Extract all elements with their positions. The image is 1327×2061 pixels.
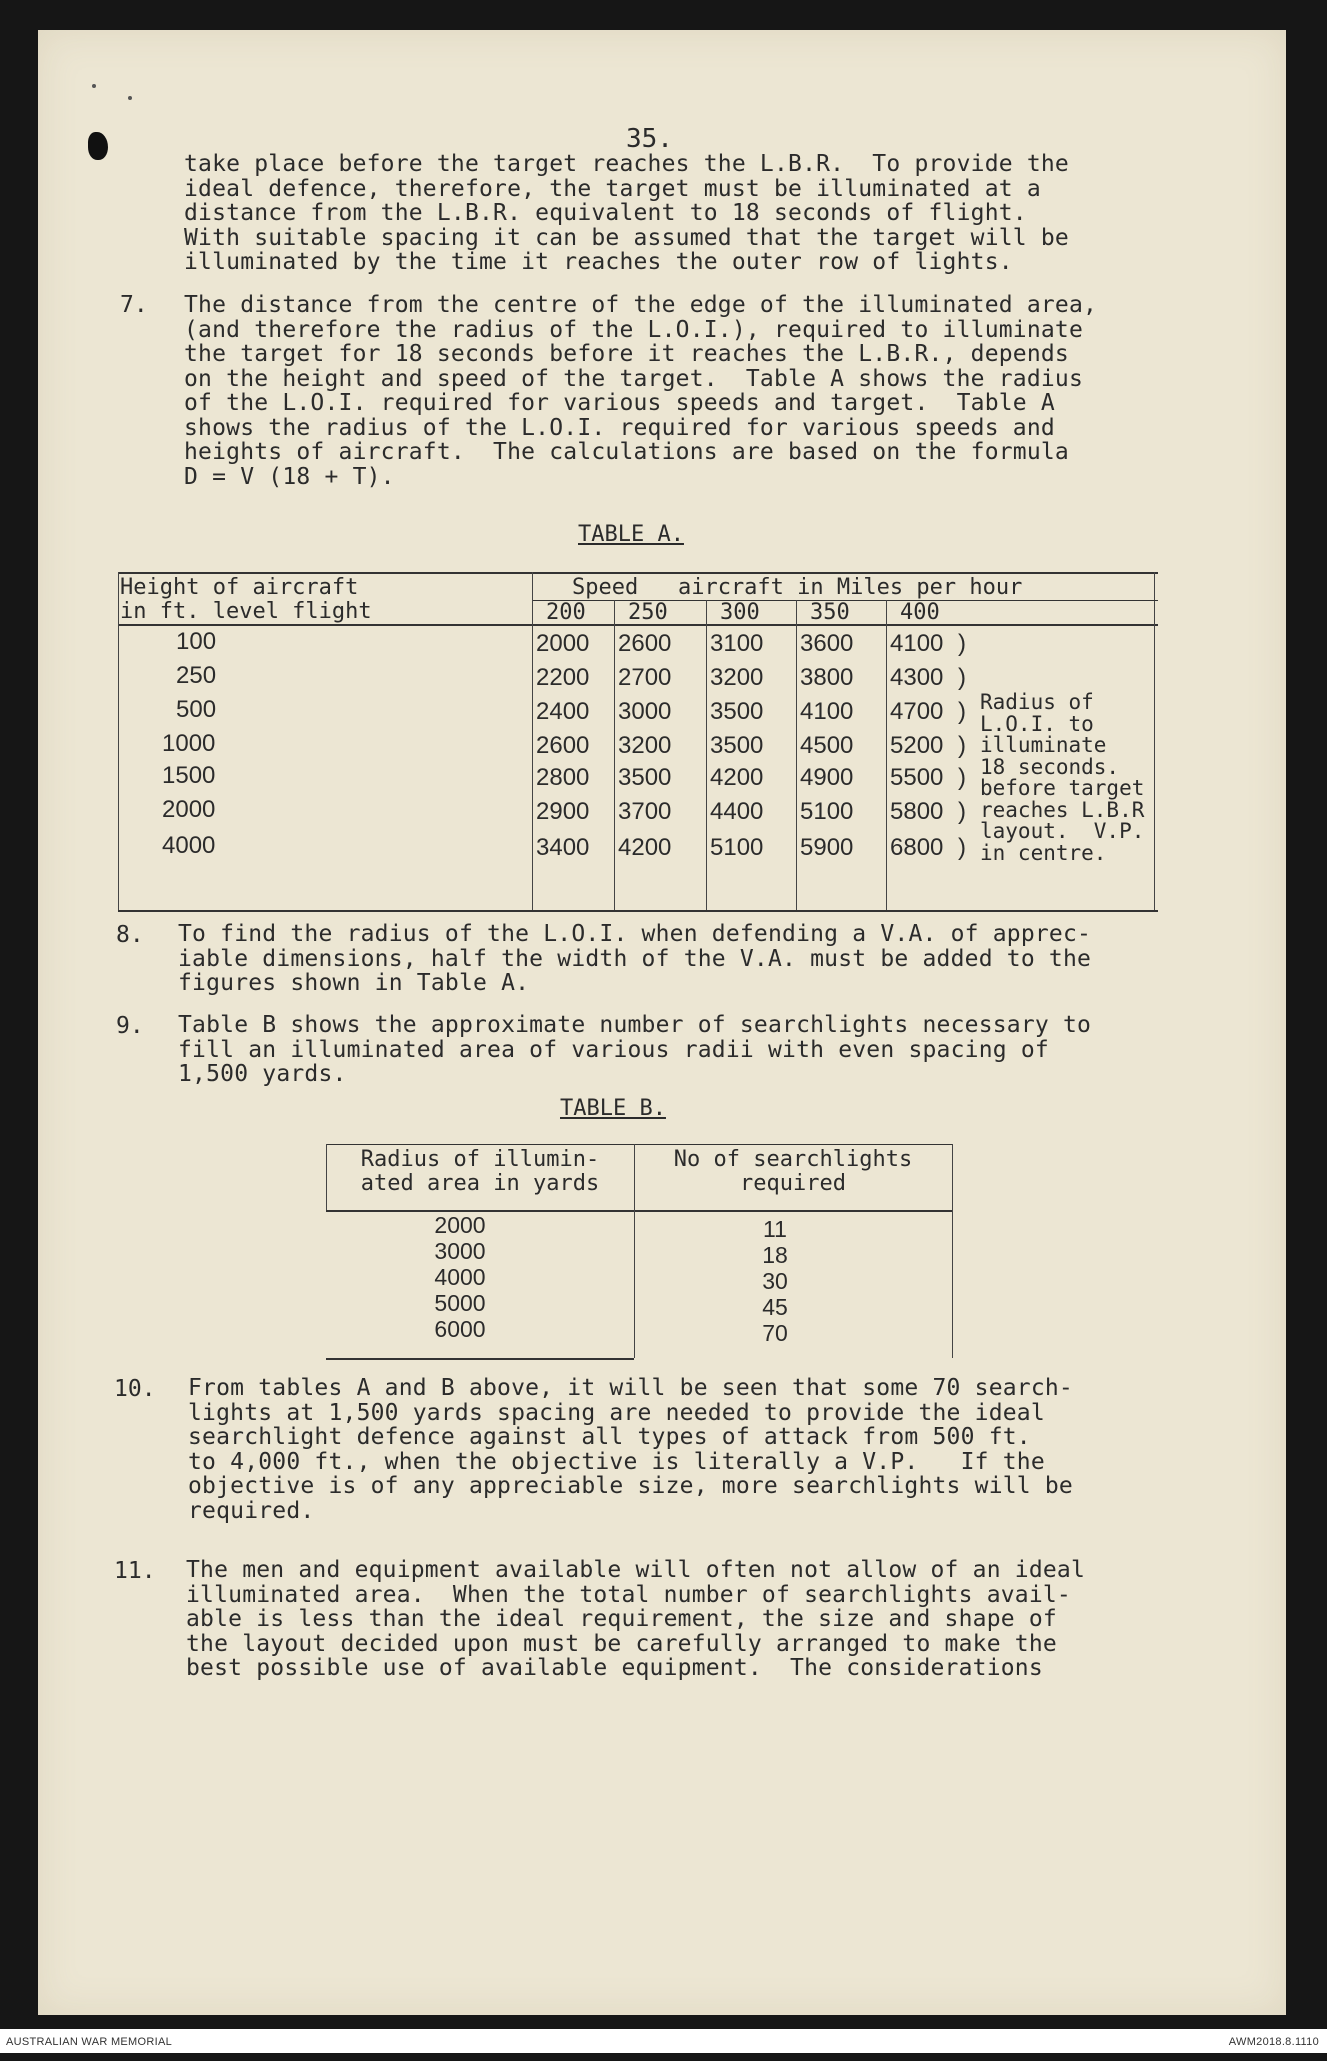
table-b-count-cell: 30 xyxy=(762,1268,788,1294)
table-a-value-cell: 2600 xyxy=(536,732,590,759)
para11-line: the layout decided upon must be carefully arranged to make the xyxy=(186,1630,1057,1657)
table-b-right-rule xyxy=(952,1144,953,1358)
table-a-value-cell: 5200 xyxy=(890,732,944,759)
table-a-value-cell: 5500 xyxy=(890,764,944,791)
table-a-bracket: ) xyxy=(958,834,966,861)
para9-line: Table B shows the approximate number of searchlights necessary to xyxy=(178,1012,1092,1038)
table-a-value-cell: 2000 xyxy=(536,630,590,657)
table-a-value-cell: 5100 xyxy=(800,798,854,825)
table-b-radius-cell: 5000 xyxy=(434,1290,486,1316)
table-a-height-cell: 250 xyxy=(176,662,217,689)
intro-line: With suitable spacing it can be assumed that the target will be xyxy=(184,224,1069,251)
table-a-bracket: ) xyxy=(958,664,966,691)
table-b-col1-header: ated area in yards xyxy=(360,1171,600,1196)
intro-line: take place before the target reaches the L.B.R. To provide the xyxy=(184,151,1069,177)
para10-line: searchlight defence against all types of attack from 500 ft. xyxy=(188,1424,1031,1450)
table-a-value-cell: 4200 xyxy=(710,764,764,791)
table-a-speed-header: Speed aircraft in Miles per hour xyxy=(572,575,1023,600)
table-a-value-cell: 2200 xyxy=(536,664,590,691)
table-a-note-line: before target xyxy=(980,776,1145,800)
table-a-value-cell: 5100 xyxy=(710,834,764,861)
table-a-value-cell: 2400 xyxy=(536,698,590,725)
table-a-value-cell: 3500 xyxy=(618,764,672,791)
table-a-column-rule xyxy=(796,600,797,910)
table-a-value-cell: 4100 xyxy=(890,630,944,657)
table-b-count-cell: 45 xyxy=(762,1294,788,1320)
footer-bar xyxy=(0,2029,1327,2053)
table-a-bracket: ) xyxy=(958,798,966,825)
table-a-height-header: Height of aircraft xyxy=(120,575,359,600)
paper-speck xyxy=(92,84,96,88)
table-a-value-cell: 4900 xyxy=(800,764,854,791)
table-a-value-cell: 3500 xyxy=(710,732,764,759)
para9-line: 1,500 yards. xyxy=(178,1061,347,1087)
table-a-note-line: in centre. xyxy=(980,840,1107,865)
table-b-bottom-rule xyxy=(326,1358,634,1360)
table-a-speed-label: 350 xyxy=(810,600,850,625)
table-a-height-cell: 1000 xyxy=(162,730,216,757)
table-b-count-cell: 11 xyxy=(763,1216,787,1242)
para10-line: required. xyxy=(188,1497,315,1524)
para9-line: fill an illuminated area of various radii with even spacing of xyxy=(178,1036,1049,1063)
table-a-caption: TABLE A. xyxy=(578,522,684,547)
para10-line: to 4,000 ft., when the objective is literally a V.P. If the xyxy=(188,1448,1045,1475)
table-a-value-cell: 3200 xyxy=(710,664,764,691)
para7-line: heights of aircraft. The calculations are based on the formula xyxy=(184,439,1069,465)
table-b-radius-cell: 3000 xyxy=(434,1238,486,1264)
table-b-count-cell: 18 xyxy=(762,1242,788,1268)
para7-line: (and therefore the radius of the L.O.I.), required to illuminate xyxy=(184,316,1084,343)
para11-line: illuminated area. When the total number of searchlights avail- xyxy=(186,1581,1071,1608)
para-number-9: 9. xyxy=(116,1013,144,1039)
table-a-note-line: 18 seconds. xyxy=(980,754,1120,779)
table-a-note-line: illuminate xyxy=(980,733,1107,757)
para7-line: D = V (18 + T). xyxy=(184,463,395,490)
table-b-radius-cell: 2000 xyxy=(434,1212,486,1238)
para8-line: iable dimensions, half the width of the V.A. must be added to the xyxy=(178,945,1092,972)
table-a-column-rule xyxy=(614,600,615,910)
table-a-bracket: ) xyxy=(958,764,966,791)
table-a-speed-label: 250 xyxy=(628,600,668,625)
table-b-radius-cell: 4000 xyxy=(434,1264,486,1290)
table-a-bottom-rule xyxy=(118,910,1158,912)
table-a-value-cell: 2900 xyxy=(536,798,590,825)
para-number-7: 7. xyxy=(120,292,148,318)
para11-line: The men and equipment available will often not allow of an ideal xyxy=(186,1557,1086,1583)
para-number-8: 8. xyxy=(116,922,144,948)
table-a-value-cell: 5900 xyxy=(800,834,854,861)
table-a-value-cell: 4100 xyxy=(800,698,854,725)
page-number: 35. xyxy=(626,124,673,154)
table-a-speed-label: 400 xyxy=(900,600,940,625)
para7-line: shows the radius of the L.O.I. required for various speeds and xyxy=(184,414,1055,441)
paper-speck xyxy=(128,96,132,100)
table-a-column-rule xyxy=(886,600,887,910)
table-b-top-rule xyxy=(326,1144,952,1145)
footer-right: AWM2018.8.1110 xyxy=(1228,2036,1319,2048)
para7-line: of the L.O.I. required for various speeds and target. Table A xyxy=(184,390,1055,416)
table-b-col1-header: Radius of illumin- xyxy=(360,1147,600,1172)
table-a-value-cell: 3100 xyxy=(710,630,764,657)
table-a-bracket: ) xyxy=(958,732,966,759)
table-a-right-rule xyxy=(1154,572,1155,910)
table-a-speed-label: 200 xyxy=(546,600,586,625)
table-a-bracket: ) xyxy=(958,630,966,657)
table-a-value-cell: 4400 xyxy=(710,798,764,825)
table-a-value-cell: 3800 xyxy=(800,664,854,691)
para8-line: figures shown in Table A. xyxy=(178,970,530,996)
para7-line: the target for 18 seconds before it reaches the L.B.R., depends xyxy=(184,341,1069,367)
para10-line: objective is of any appreciable size, more searchlights will be xyxy=(188,1473,1073,1499)
intro-line: distance from the L.B.R. equivalent to 18 seconds of flight. xyxy=(184,200,1027,226)
footer-left: AUSTRALIAN WAR MEMORIAL xyxy=(6,2036,173,2048)
table-b-col2-header: No of searchlights xyxy=(673,1147,913,1172)
table-a-value-cell: 3500 xyxy=(710,698,764,725)
table-a-value-cell: 3700 xyxy=(618,798,672,825)
table-a-note-line: reaches L.B.R xyxy=(980,797,1145,822)
para8-line: To find the radius of the L.O.I. when defending a V.A. of apprec- xyxy=(178,921,1092,947)
table-a-column-rule xyxy=(532,572,533,910)
table-a-value-cell: 4300 xyxy=(890,664,944,691)
table-a-note-line: Radius of xyxy=(980,690,1094,714)
table-a-top-rule xyxy=(118,572,1158,574)
table-a-height-cell: 2000 xyxy=(162,796,216,823)
table-a-height-cell: 500 xyxy=(176,696,217,723)
para-number-11: 11. xyxy=(114,1558,156,1584)
table-a-value-cell: 4700 xyxy=(890,698,944,725)
table-a-value-cell: 2700 xyxy=(618,664,672,691)
table-b-radius-cell: 6000 xyxy=(434,1316,486,1342)
table-a-value-cell: 2600 xyxy=(618,630,672,657)
table-b-count-cell: 70 xyxy=(762,1320,788,1346)
intro-line: illuminated by the time it reaches the outer row of lights. xyxy=(184,249,1013,275)
para10-line: lights at 1,500 yards spacing are needed to provide the ideal xyxy=(188,1399,1045,1426)
para11-line: able is less than the ideal requirement, the size and shape of xyxy=(186,1606,1057,1632)
table-a-value-cell: 3400 xyxy=(536,834,590,861)
table-a-value-cell: 2800 xyxy=(536,764,590,791)
table-a-height-cell: 1500 xyxy=(162,762,216,789)
table-a-note-line: L.O.I. to xyxy=(980,711,1094,736)
table-a-value-cell: 3000 xyxy=(618,698,672,725)
table-a-left-rule xyxy=(118,572,119,910)
table-a-value-cell: 4200 xyxy=(618,834,672,861)
intro-line: ideal defence, therefore, the target must be illuminated at a xyxy=(184,175,1041,202)
table-a-value-cell: 5800 xyxy=(890,798,944,825)
table-a-height-cell: 4000 xyxy=(162,832,216,859)
table-a-bracket: ) xyxy=(958,698,966,725)
table-a-value-cell: 3200 xyxy=(618,732,672,759)
para7-line: The distance from the centre of the edge of the illuminated area, xyxy=(184,292,1098,318)
table-a-height-cell: 100 xyxy=(176,628,217,655)
table-a-column-rule xyxy=(706,600,707,910)
para11-line: best possible use of available equipment. The considerations xyxy=(186,1655,1043,1681)
table-a-speed-label: 300 xyxy=(720,600,760,625)
table-b-caption: TABLE B. xyxy=(560,1096,666,1121)
para-number-10: 10. xyxy=(114,1376,156,1402)
para10-line: From tables A and B above, it will be seen that some 70 search- xyxy=(188,1375,1073,1401)
table-a-value-cell: 3600 xyxy=(800,630,854,657)
table-b-col2-header: required xyxy=(740,1171,846,1196)
table-a-value-cell: 4500 xyxy=(800,732,854,759)
para7-line: on the height and speed of the target. Table A shows the radius xyxy=(184,365,1084,392)
table-a-value-cell: 6800 xyxy=(890,834,944,861)
table-a-height-header: in ft. level flight xyxy=(120,599,372,624)
ink-blot xyxy=(88,132,108,160)
table-a-note-line: layout. V.P. xyxy=(980,819,1145,843)
